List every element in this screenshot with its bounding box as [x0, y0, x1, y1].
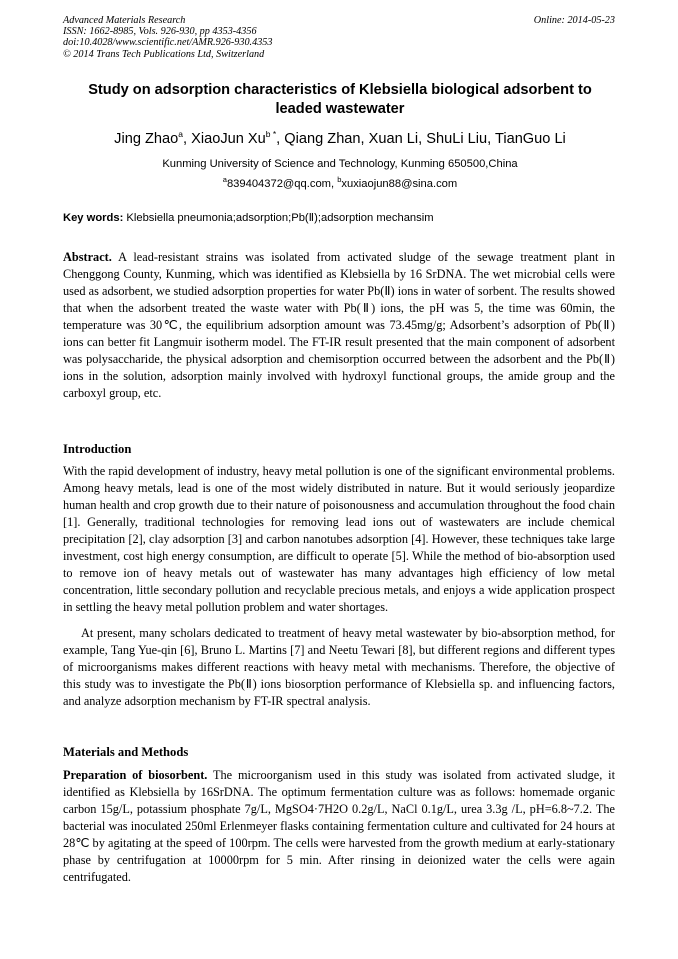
- doi-line: doi:10.4028/www.scientific.net/AMR.926-930.4353: [63, 37, 273, 49]
- author-1: Jing Zhao: [114, 131, 179, 147]
- title-line-2: leaded wastewater: [275, 101, 405, 117]
- abstract-label: Abstract.: [63, 250, 112, 264]
- keywords: [63, 211, 623, 226]
- email-b: xuxiaojun88@sina.com: [341, 178, 458, 190]
- introduction-paragraph-2: At present, many scholars dedicated to treatment of heavy metal wastewater by bio-absorption method, for example, Tang Yue-qin [6], Bruno L. Martins [7] and Neetu Tewari [8], but different regions and different types of microorganisms makes different reactions with heavy metal with mechanisms. Therefore, the objective of this study was to investigate the Pb(Ⅱ) ions biosorption performance of Klebsiella sp. and influencing factors, and analyze adsorption mechanism by FT-IR spectral analysis.: [63, 626, 615, 708]
- paper-title: [60, 81, 620, 119]
- journal-name: Advanced Materials Research: [63, 15, 186, 26]
- keywords-label: Key words:: [63, 212, 124, 224]
- methods-heading: Materials and Methods: [63, 745, 189, 759]
- affiliation: Kunming University of Science and Technology, Kunming 650500,China: [162, 158, 518, 170]
- online-date: Online: 2014-05-23: [533, 15, 615, 26]
- abstract-text: A lead-resistant strains was isolated from activated sludge of the sewage treatment plant in Chenggong County, Kunming, which was identified as Klebsiella by 16 SrDNA. The wet microbial cells were used as adsorbent, we studied adsorption properties for water Pb(Ⅱ) ions in water of sorbent. The results showed that when the adsorbent treated the waste water with Pb(Ⅱ) ions, the pH was 5, the time was 60min, the temperature was 30℃, the equilibrium adsorption amount was 73.45mg/g; Adsorbent’s adsorption of Pb(Ⅱ) ions can better fit Langmuir isotherm model. The FT-IR result presented that the main component of adsorbent was polysaccharide, the physical adsorption and chemisorption occurred between the adsorbent and the Pb(Ⅱ) ions in the solution, adsorption mainly involved with hydroxyl functional groups, the amide group and the carboxyl group, etc.: [63, 250, 615, 400]
- keywords-text: Klebsiella pneumonia;adsorption;Pb(Ⅱ);adsorption mechansim: [123, 212, 434, 224]
- author-list: [40, 130, 640, 148]
- email-a: 839404372@qq.com,: [226, 178, 338, 190]
- author-2: , XiaoJun Xu: [183, 131, 266, 147]
- author-2-affil-mark: b *: [265, 129, 277, 139]
- email-b-mark: b: [337, 175, 342, 184]
- copyright-line: © 2014 Trans Tech Publications Ltd, Switzerland: [63, 48, 265, 60]
- journal-header: [63, 15, 615, 60]
- biosorbent-subheading: Preparation of biosorbent.: [63, 768, 208, 782]
- author-1-affil-mark: a: [178, 129, 183, 139]
- email-a-mark: a: [222, 175, 227, 184]
- introduction-heading: Introduction: [63, 442, 132, 456]
- abstract: [63, 249, 615, 402]
- other-authors: , Qiang Zhan, Xuan Li, ShuLi Liu, TianGuo Li: [276, 131, 566, 147]
- title-line-1: Study on adsorption characteristics of Klebsiella biological adsorbent to: [88, 82, 592, 98]
- introduction-paragraph-1: With the rapid development of industry, heavy metal pollution is one of the significant environmental problems. Among heavy metals, lead is one of the most widely distributed in nature. But it would seriously jeopardize human health and crop growth due to their nature of poisonousness and accumulation throughout the food chain [1]. Generally, traditional technologies for removing lead ions out of wastewaters are include chemical precipitation [2], clay adsorption [3] and carbon nanotubes adsorption [4]. However, these techniques take large investment, cost high energy consumption, are difficult to operate [5]. While the method of bio-absorption used to remove ion of heavy metals out of wastewater has many advantages high efficiency of low metal concentration, little secondary pollution and recyclable precious metals, and enjoys a wide application prospect in settling the heavy metal pollution problem and water shortages.: [63, 464, 615, 614]
- methods-paragraph-1: [63, 767, 615, 886]
- author-emails: [40, 177, 640, 192]
- biosorbent-text: The microorganism used in this study was isolated from activated sludge, it identified as Klebsiella by 16SrDNA. The optimum fermentation culture was as follows: homemade organic carbon 15g/L, potassium phosphate 7g/L, MgSO4·7H2O 0.2g/L, NaCl 0.1g/L, urea 3.3g /L, pH=6.8~7.2. The bacterial was inoculated 250ml Erlenmeyer flasks containing fermentation culture and cultivated for 24 hours at 28℃ by agitating at the speed of 100rpm. The cells were harvested from the growth medium at early-stationary phase by centrifugation at 10000rpm for 5 min. After rinsing in deionized water the cells were again centrifugated.: [63, 768, 615, 884]
- issn-line: ISSN: 1662-8985, Vols. 926-930, pp 4353-4356: [63, 26, 257, 38]
